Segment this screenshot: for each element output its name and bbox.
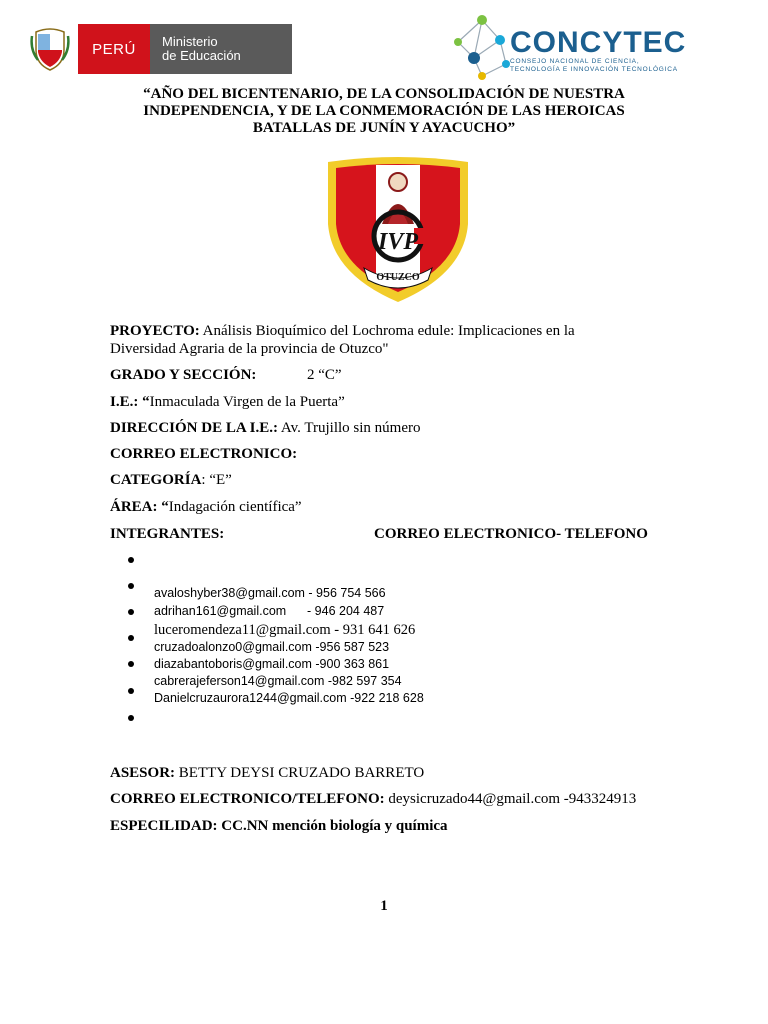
bullet-icon [128,635,134,641]
member-contact: Danielcruzaurora1244@gmail.com -922 218 628 [154,691,424,705]
page-number: 1 [380,898,388,914]
minedu-line2: de Educación [162,48,241,63]
project-field [110,322,630,358]
specialty-value: : CC.NN mención biología y química [212,818,448,834]
minedu-ministry [150,24,292,74]
category-field [110,472,232,489]
school-value: Inmaculada Virgen de la Puerta” [149,394,345,410]
address-field [110,420,420,437]
address-value: Av. Trujillo sin número [277,420,421,436]
bullet-icon [128,715,134,721]
peru-coat-of-arms-icon [22,24,78,74]
concytec-name: CONCYTEC [510,26,687,59]
grade-label: GRADO Y SECCIÓN: [110,367,257,383]
email-label: CORREO ELECTRONICO: [110,446,298,462]
area-field [110,499,302,516]
grade-value: 2 “C” [307,367,342,383]
minedu-logo [22,24,292,74]
members-contact-header: CORREO ELECTRONICO- TELEFONO [374,526,648,542]
advisor-label: ASESOR: [110,765,176,781]
school-crest-icon [324,154,472,304]
minedu-country: PERÚ [78,24,150,74]
member-contact: avaloshyber38@gmail.com - 956 754 566 [154,586,386,600]
area-label: ÁREA: “ [110,499,169,515]
advisor-field [110,765,424,782]
advisor-contact-field [110,791,636,808]
minedu-line1: Ministerio [162,34,218,49]
area-value: Indagación científica” [168,499,302,515]
member-contact: cabrerajeferson14@gmail.com -982 597 354 [154,674,402,688]
specialty-field [110,818,448,835]
crest-town: OTUZCO [376,272,420,283]
bullet-icon [128,583,134,589]
school-field [110,394,345,411]
address-label: DIRECCIÓN DE LA I.E.: [110,420,278,436]
advisor-value: BETTY DEYSI CRUZADO BARRETO [175,765,425,781]
bullet-icon [128,688,134,694]
member-contact: adrihan161@gmail.com - 946 204 487 [154,604,385,618]
member-contact: luceromendeza11@gmail.com - 931 641 626 [154,622,416,638]
bullet-icon [128,609,134,615]
project-value: Análisis Bioquímico del Lochroma edule: Implicaciones en la Diversidad Agraria de la provincia de Otuzco" [110,323,575,357]
concytec-subtitle-1: CONSEJO NACIONAL DE CIENCIA, [510,58,640,65]
category-label: CATEGORÍA [110,472,202,488]
member-contact: cruzadoalonzo0@gmail.com -956 587 523 [154,640,390,654]
advisor-contact-label: CORREO ELECTRONICO/TELEFONO: [110,791,385,807]
crest-monogram: IVP [377,229,419,255]
school-label: I.E.: “ [110,394,150,410]
members-label: INTEGRANTES: [110,526,225,542]
year-slogan: “AÑO DEL BICENTENARIO, DE LA CONSOLIDACIÓN DE NUESTRA INDEPENDENCIA, Y DE LA CONMEMORACIÓN DE LAS HEROICAS BATALLAS DE JUNÍN Y AYACUCHO” [143,86,625,136]
advisor-contact-value: deysicruzado44@gmail.com -943324913 [384,791,637,807]
specialty-label: ESPECILIDAD [110,818,213,834]
bullet-icon [128,557,134,563]
category-value: : “E” [201,472,232,488]
concytec-subtitle-2: TECNOLOGÍA E INNOVACIÓN TECNOLÓGICA [510,66,678,73]
bullet-icon [128,661,134,667]
member-contact: diazabantoboris@gmail.com -900 363 861 [154,657,390,671]
project-label: PROYECTO: [110,323,200,339]
